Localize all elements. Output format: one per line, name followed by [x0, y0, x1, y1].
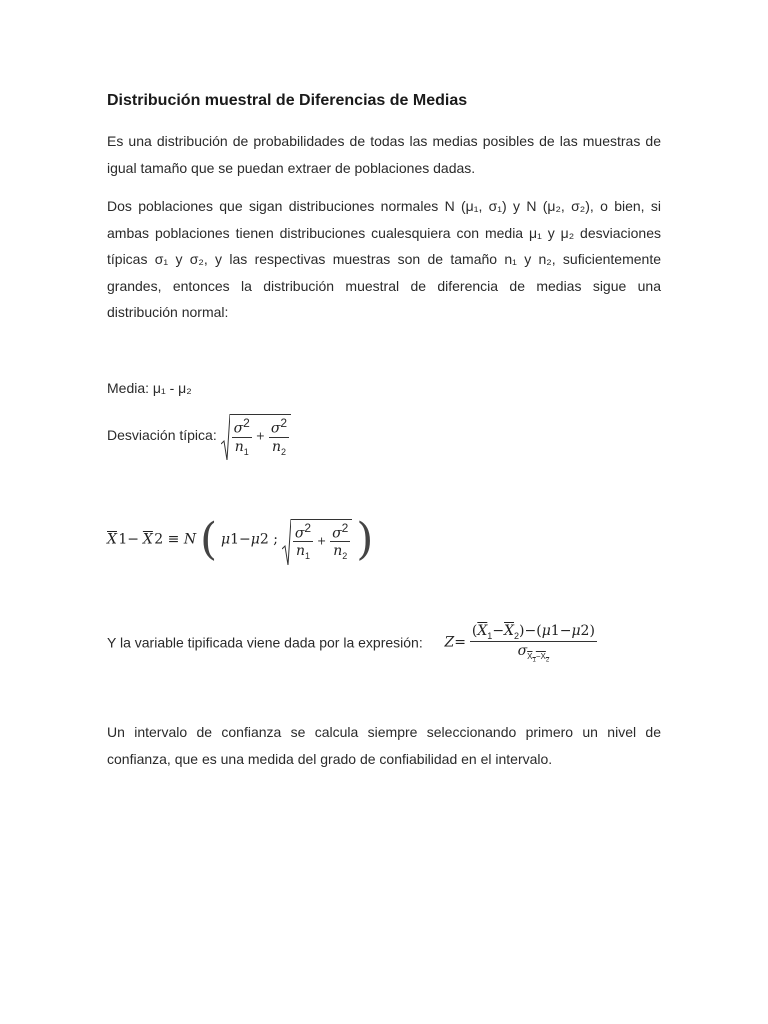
paragraph-definition: Es una distribución de probabilidades de todas las medias posibles de las muestras de igual tamaño que se puedan extraer de poblaciones dadas. — [107, 133, 661, 176]
variable-line: Y la variable tipificada viene dada por la expresión: Z= $\frac{(\overline{X}_1-\overline{X}_2)-(\mu 1-\mu 2)}{\sigma_{X_1-X_2}}$ — [107, 623, 595, 664]
paragraph-confidence-interval: Un intervalo de confianza se calcula siempre seleccionando primero un nivel de confianza, que es una medida del grado de confiabilidad en el intervalo. — [107, 724, 661, 767]
sampling-distribution-formula: $\overline{X}$ $1- \overline{X}$ 2 ≡ N ( μ1−μ2 ; $\frac{\sigma^2}{n_1}$ + $\frac{\sigma^2}{n_2}$ ) — [107, 514, 374, 565]
radical-sign-icon — [221, 414, 230, 460]
radical-sign-icon — [282, 519, 291, 565]
media-line: Media: μ₁ - μ₂ — [107, 380, 192, 396]
variable-label: Y la variable tipificada viene dada por la expresión: — [107, 634, 423, 651]
document-title: Distribución muestral de Diferencias de Medias — [107, 92, 468, 109]
std-dev-formula: $\frac{\sigma^2}{n_1}$ + $\frac{\sigma^2}{n_2}$ — [221, 414, 292, 456]
desviacion-line — [107, 414, 291, 456]
paragraph-conditions: Dos poblaciones que sigan distribuciones normales N (μ₁, σ₁) y N (μ₂, σ₂), o bien, si ambas poblaciones tienen distribuciones cualesquiera con media μ₁ y μ₂ desviaciones típicas σ₁ y σ₂, y las respectivas muestras son de tamaño n₁ y n₂, suficientemente grandes, entonces la distribución muestral de diferencia de medias sigue una distribución normal: — [107, 198, 661, 320]
desviacion-label: Desviación típica: — [107, 427, 217, 444]
z-score-formula: $\frac{(\overline{X}_1-\overline{X}_2)-(\mu 1-\mu 2)}{\sigma_{X_1-X_2}}$ — [471, 623, 595, 664]
